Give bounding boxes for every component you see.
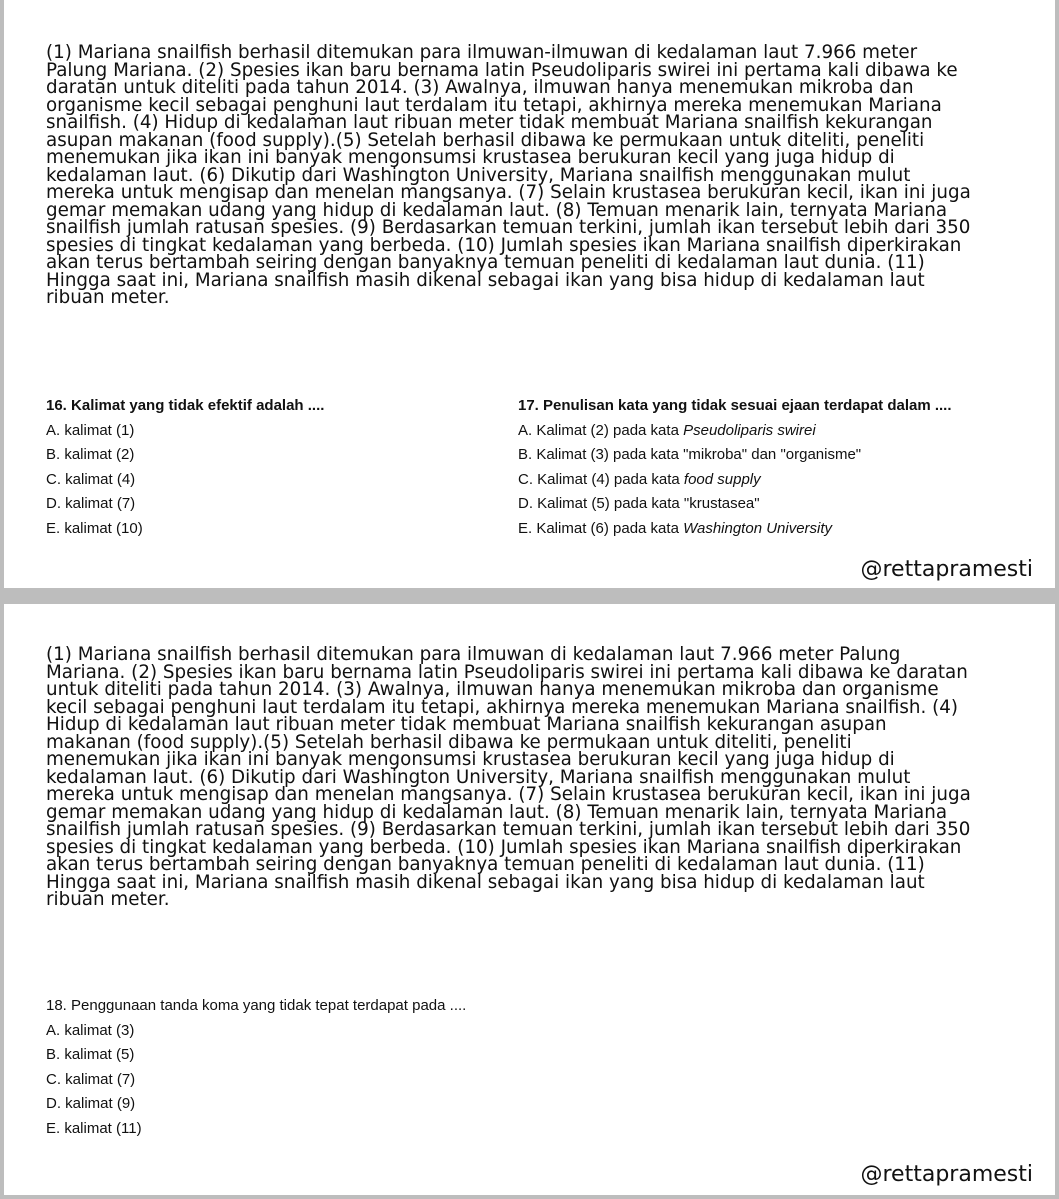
reading-passage: (1) Mariana snailfish berhasil ditemukan para ilmuwan di kedalaman laut 7.966 meter Palung Mariana. (2) Spesies ikan baru bernama latin Pseudoliparis swirei ini pertama kali dibawa ke daratan untuk diteliti pada tahun 2014. (3) Awalnya, ilmuwan hanya menemukan mikroba dan organisme kecil sebagai penghuni laut terdalam itu tetapi, akhirnya mereka menemukan Mariana snailfish. (4) Hidup di kedalaman laut ribuan meter tidak membuat Mariana snailfish kekurangan asupan makanan (food supply).(5) Setelah berhasil dibawa ke permukaan untuk diteliti, peneliti menemukan jika ikan ini banyak mengonsumsi krustasea berukuran kecil yang juga hidup di kedalaman laut. (6) Dikutip dari Washington University, Mariana snailfish menggunakan mulut mereka untuk mengisap dan menelan mangsanya. (7) Selain krustasea berukuran kecil, ikan ini juga gemar memakan udang yang hidup di kedalaman laut. (8) Temuan menarik lain, ternyata Mariana snailfish jumlah ratusan spesies. (9) Berdasarkan temuan terkini, jumlah ikan tersebut lebih dari 350 spesies di tingkat kedalaman yang berbeda. (10) Jumlah spesies ikan Mariana snailfish diperkirakan akan terus bertambah seiring dengan banyaknya temuan peneliti di kedalaman laut dunia. (11) Hingga saat ini, Mariana snailfish masih dikenal sebagai ikan yang bisa hidup di kedalaman laut ribuan meter. bbox=[46, 644, 971, 910]
option-italic-term: Washington University bbox=[683, 519, 833, 537]
question-16-option-a[interactable]: A. kalimat (1) bbox=[46, 421, 135, 439]
question-17-title: 17. Penulisan kata yang tidak sesuai ejaan terdapat dalam .... bbox=[518, 397, 952, 414]
question-16-option-e[interactable]: E. kalimat (10) bbox=[46, 519, 143, 537]
question-18-title: 18. Penggunaan tanda koma yang tidak tepat terdapat pada .... bbox=[46, 997, 467, 1014]
question-card-1 bbox=[4, 0, 1055, 588]
question-17 bbox=[518, 394, 952, 541]
question-18-option-e[interactable]: E. kalimat (11) bbox=[46, 1119, 142, 1137]
question-16-option-c[interactable]: C. kalimat (4) bbox=[46, 470, 136, 488]
question-18-option-c[interactable]: C. kalimat (7) bbox=[46, 1070, 136, 1088]
author-watermark: @rettapramesti bbox=[860, 557, 1033, 582]
option-italic-term: Pseudoliparis swirei bbox=[683, 421, 816, 439]
question-16-title: 16. Kalimat yang tidak efektif adalah .... bbox=[46, 397, 325, 414]
question-16-option-d[interactable]: D. kalimat (7) bbox=[46, 495, 136, 512]
question-17-option-b[interactable] bbox=[518, 443, 952, 468]
question-17-option-d[interactable] bbox=[518, 492, 952, 517]
question-17-option-a[interactable] bbox=[518, 419, 952, 444]
author-watermark: @rettapramesti bbox=[860, 1162, 1033, 1187]
question-18-option-a[interactable]: A. kalimat (3) bbox=[46, 1021, 135, 1039]
card-divider bbox=[0, 588, 1059, 604]
question-18-option-d[interactable]: D. kalimat (9) bbox=[46, 1095, 136, 1112]
question-18-option-b[interactable]: B. kalimat (5) bbox=[46, 1046, 135, 1063]
option-text: B. Kalimat (3) pada kata "mikroba" dan "organisme" bbox=[518, 446, 862, 463]
option-italic-term: food supply bbox=[683, 470, 761, 488]
question-16-option-b[interactable]: B. kalimat (2) bbox=[46, 446, 135, 463]
option-text: D. Kalimat (5) pada kata "krustasea" bbox=[518, 495, 760, 512]
question-17-option-e[interactable] bbox=[518, 517, 952, 542]
question-16 bbox=[46, 394, 324, 541]
question-17-option-c[interactable] bbox=[518, 468, 952, 493]
option-text: C. Kalimat (4) pada kata bbox=[518, 470, 684, 488]
option-text: E. Kalimat (6) pada kata bbox=[518, 519, 684, 537]
reading-passage: (1) Mariana snailfish berhasil ditemukan para ilmuwan-ilmuwan di kedalaman laut 7.966 meter Palung Mariana. (2) Spesies ikan baru bernama latin Pseudoliparis swirei ini pertama kali dibawa ke daratan untuk diteliti pada tahun 2014. (3) Awalnya, ilmuwan hanya menemukan mikroba dan organisme kecil sebagai penghuni laut terdalam itu tetapi, akhirnya mereka menemukan Mariana snailfish. (4) Hidup di kedalaman laut ribuan meter tidak membuat Mariana snailfish kekurangan asupan makanan (food supply).(5) Setelah berhasil dibawa ke permukaan untuk diteliti, peneliti menemukan jika ikan ini banyak mengonsumsi krustasea berukuran kecil yang juga hidup di kedalaman laut. (6) Dikutip dari Washington University, Mariana snailfish menggunakan mulut mereka untuk mengisap dan menelan mangsanya. (7) Selain krustasea berukuran kecil, ikan ini juga gemar memakan udang yang hidup di kedalaman laut. (8) Temuan menarik lain, ternyata Mariana snailfish jumlah ratusan spesies. (9) Berdasarkan temuan terkini, jumlah ikan tersebut lebih dari 350 spesies di tingkat kedalaman yang berbeda. (10) Jumlah spesies ikan Mariana snailfish diperkirakan akan terus bertambah seiring dengan banyaknya temuan peneliti di kedalaman laut dunia. (11) Hingga saat ini, Mariana snailfish masih dikenal sebagai ikan yang bisa hidup di kedalaman laut ribuan meter. bbox=[46, 42, 971, 308]
question-card-2 bbox=[4, 604, 1055, 1195]
question-18 bbox=[46, 994, 466, 1141]
option-text: A. Kalimat (2) pada kata bbox=[518, 421, 684, 439]
